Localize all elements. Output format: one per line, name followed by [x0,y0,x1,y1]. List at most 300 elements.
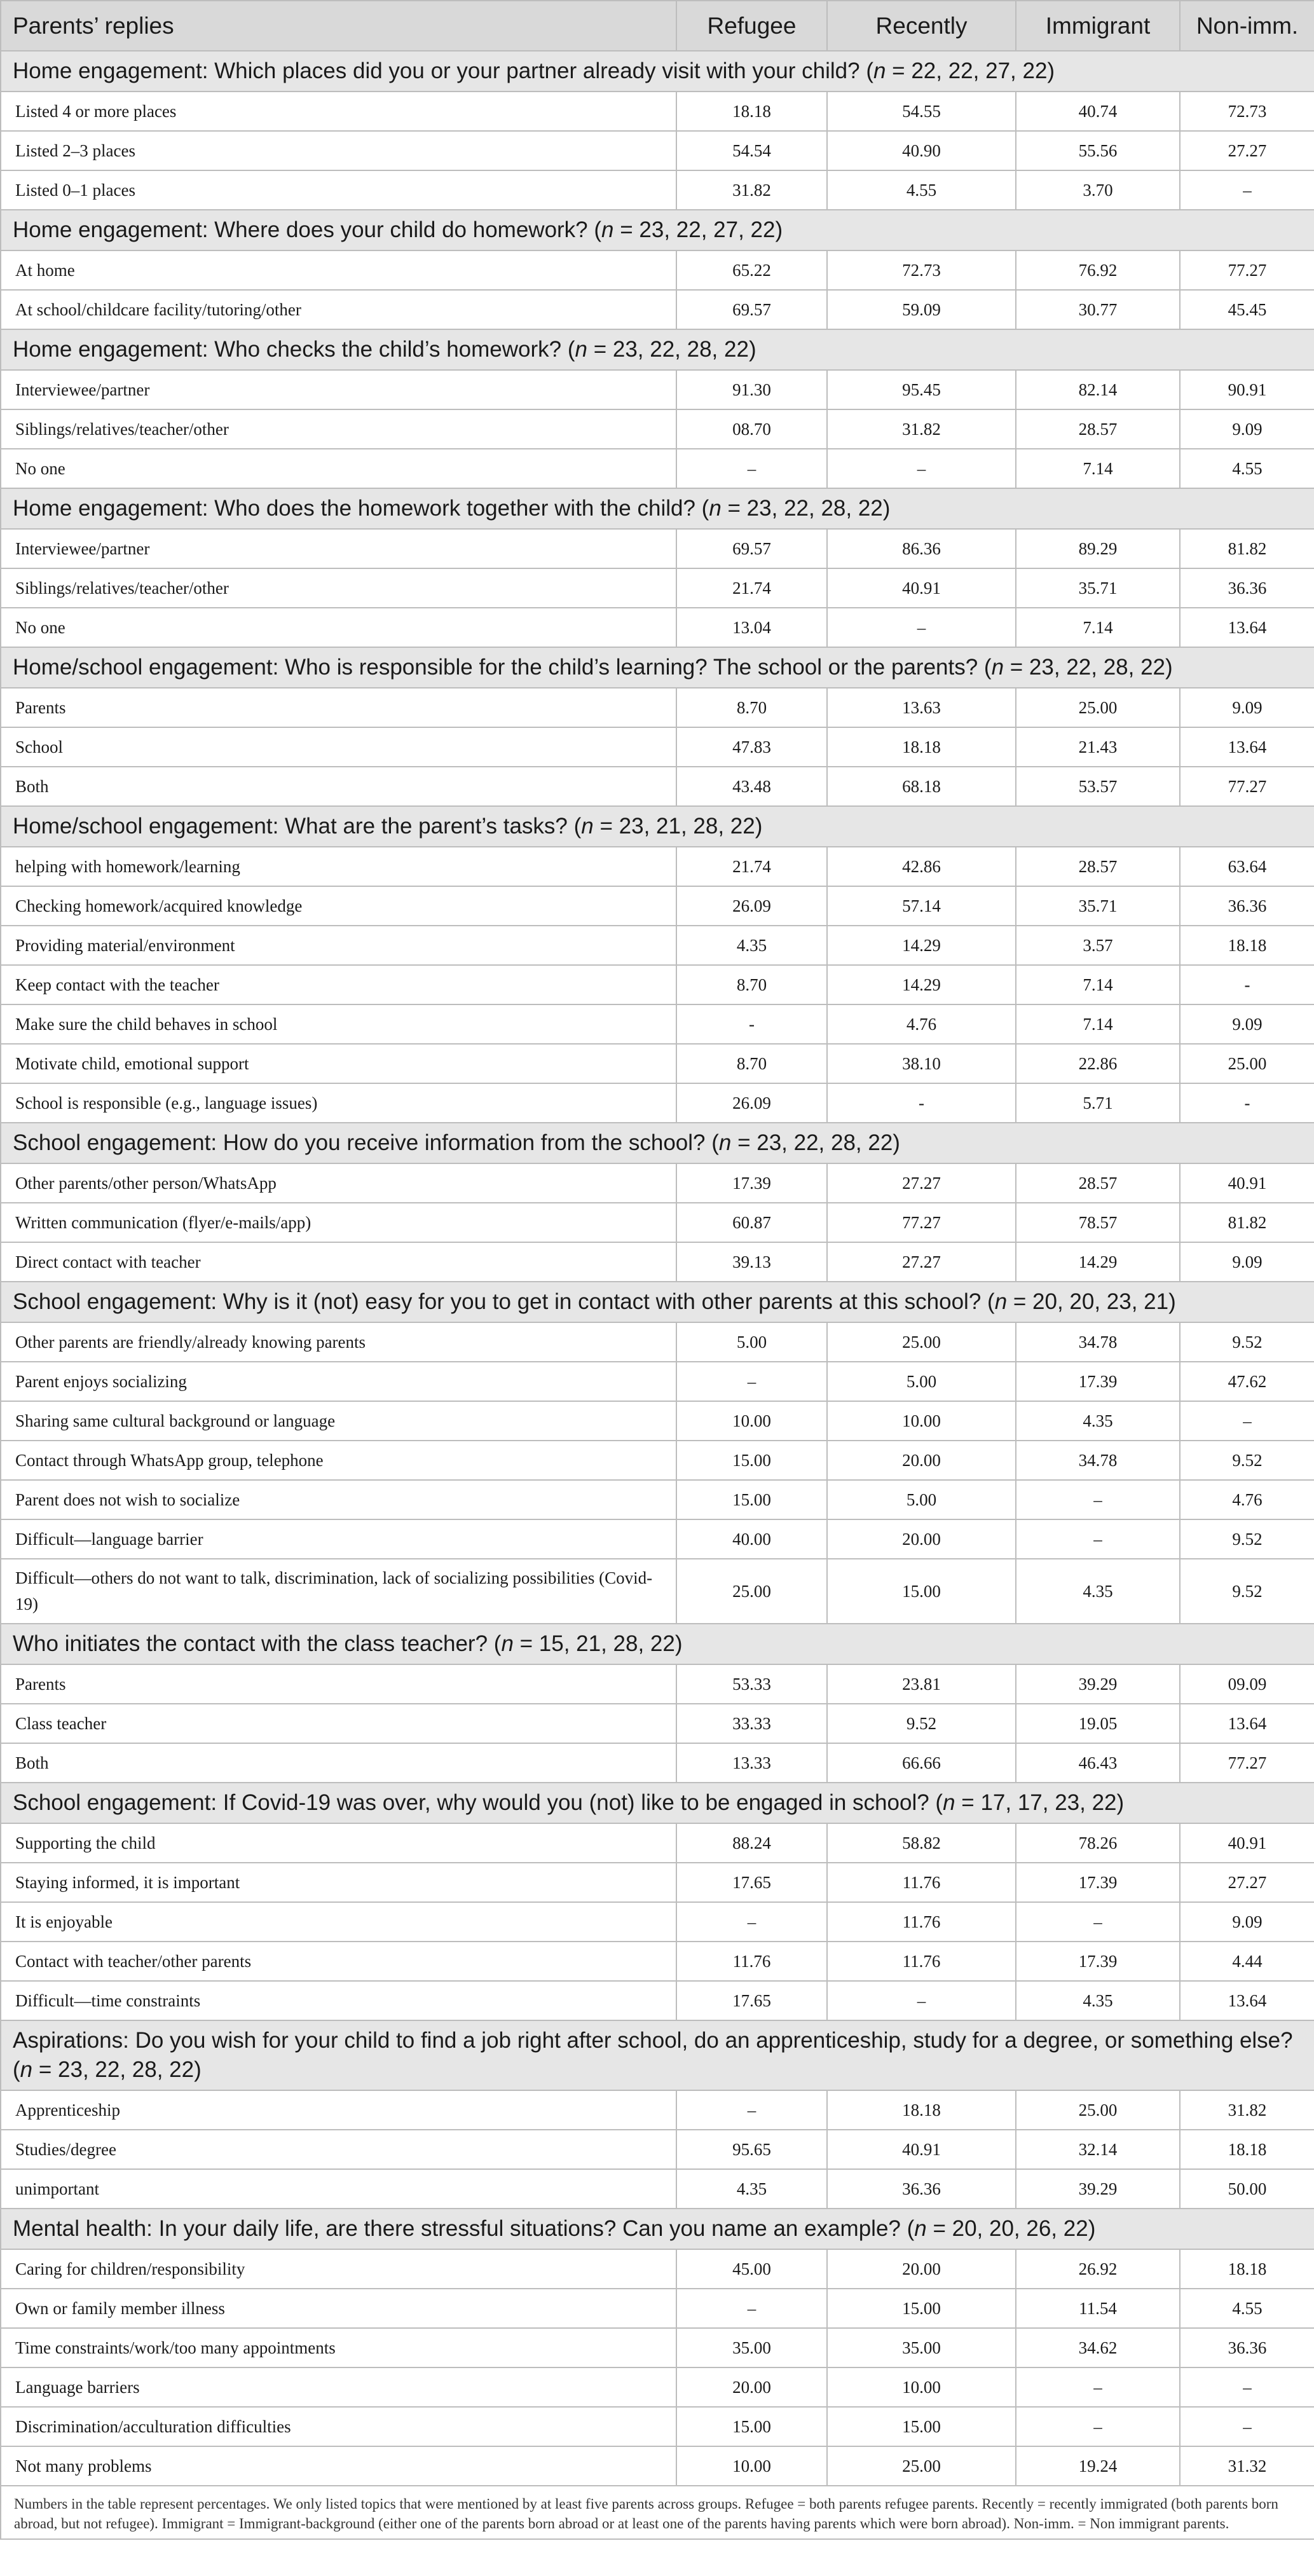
row-label: Studies/degree [1,2130,676,2169]
cell-non-immigrant: 9.52 [1180,1322,1314,1362]
table-row [1,1981,1314,2020]
cell-refugee: 60.87 [676,1203,827,1242]
table-row [1,370,1314,409]
cell-recently: 13.63 [827,688,1016,727]
sample-size-values: = 15, 21, 28, 22) [513,1631,683,1656]
row-label: Listed 4 or more places [1,92,676,131]
cell-recently: 31.82 [827,409,1016,449]
cell-recently: 25.00 [827,2446,1016,2486]
sample-size-letter: n [943,1790,955,1815]
cell-immigrant: 5.71 [1016,1083,1180,1123]
row-label: Supporting the child [1,1823,676,1863]
cell-refugee: - [676,1004,827,1044]
cell-refugee: 4.35 [676,926,827,965]
cell-recently: 20.00 [827,1519,1016,1559]
cell-recently: 15.00 [827,1559,1016,1624]
cell-non-immigrant: 81.82 [1180,1203,1314,1242]
row-label: Contact through WhatsApp group, telephone [1,1441,676,1480]
cell-refugee: 21.74 [676,568,827,608]
question-text: School engagement: How do you receive information from the school? ( [13,1130,719,1155]
cell-immigrant: – [1016,1902,1180,1942]
cell-immigrant: – [1016,2407,1180,2446]
cell-recently: 4.76 [827,1004,1016,1044]
table-row [1,727,1314,767]
row-label: Contact with teacher/other parents [1,1942,676,1981]
cell-immigrant: 25.00 [1016,2090,1180,2130]
cell-refugee: 31.82 [676,170,827,210]
cell-refugee: 88.24 [676,1823,827,1863]
cell-non-immigrant: – [1180,170,1314,210]
table-row [1,608,1314,647]
sample-size-letter: n [581,814,594,839]
cell-immigrant: 4.35 [1016,1559,1180,1624]
cell-recently: 23.81 [827,1664,1016,1704]
cell-non-immigrant: 47.62 [1180,1362,1314,1401]
cell-refugee: 45.00 [676,2249,827,2289]
section-header-row [1,2209,1314,2249]
cell-recently: 18.18 [827,2090,1016,2130]
table-row [1,1743,1314,1783]
cell-immigrant: 26.92 [1016,2249,1180,2289]
table-row [1,1480,1314,1519]
cell-recently: 18.18 [827,727,1016,767]
section-header-row [1,488,1314,529]
cell-non-immigrant: 18.18 [1180,2249,1314,2289]
table-row [1,2446,1314,2486]
sample-size-letter: n [873,58,886,83]
cell-non-immigrant: 31.82 [1180,2090,1314,2130]
row-label: Both [1,1743,676,1783]
cell-recently: 4.55 [827,170,1016,210]
table-row [1,1704,1314,1743]
cell-recently: – [827,1981,1016,2020]
sample-size-values: = 20, 20, 26, 22) [926,2216,1096,2241]
table-row [1,1163,1314,1203]
cell-refugee: 53.33 [676,1664,827,1704]
cell-immigrant: 7.14 [1016,608,1180,647]
table-row [1,1362,1314,1401]
cell-non-immigrant: 9.52 [1180,1559,1314,1624]
cell-non-immigrant: 77.27 [1180,767,1314,806]
row-label: It is enjoyable [1,1902,676,1942]
section-header-row [1,1783,1314,1823]
sample-size-values: = 23, 22, 28, 22) [32,2057,202,2082]
cell-non-immigrant: – [1180,2367,1314,2407]
cell-recently: 20.00 [827,1441,1016,1480]
cell-recently: 95.45 [827,370,1016,409]
table-row [1,409,1314,449]
cell-immigrant: 78.26 [1016,1823,1180,1863]
cell-non-immigrant: 4.55 [1180,449,1314,488]
table-row [1,1401,1314,1441]
question-text: Home/school engagement: What are the parent’s tasks? ( [13,814,582,839]
cell-non-immigrant: 36.36 [1180,568,1314,608]
cell-recently: 40.91 [827,2130,1016,2169]
section-question [1,1783,1314,1823]
section-header-row [1,1624,1314,1664]
row-label: Listed 2–3 places [1,131,676,170]
cell-immigrant: 40.74 [1016,92,1180,131]
cell-non-immigrant: 77.27 [1180,1743,1314,1783]
cell-refugee: 15.00 [676,2407,827,2446]
cell-refugee: 08.70 [676,409,827,449]
cell-immigrant: 3.70 [1016,170,1180,210]
cell-refugee: 5.00 [676,1322,827,1362]
cell-non-immigrant: 72.73 [1180,92,1314,131]
cell-refugee: 40.00 [676,1519,827,1559]
table-row [1,2407,1314,2446]
row-label: No one [1,449,676,488]
cell-immigrant: 17.39 [1016,1942,1180,1981]
cell-non-immigrant: - [1180,1083,1314,1123]
cell-recently: 11.76 [827,1863,1016,1902]
question-text: School engagement: Why is it (not) easy for you to get in contact with other parents at this school? ( [13,1289,995,1314]
cell-immigrant: 82.14 [1016,370,1180,409]
header-parents-replies: Parents’ replies [1,1,676,51]
cell-immigrant: 53.57 [1016,767,1180,806]
cell-immigrant: 39.29 [1016,1664,1180,1704]
cell-non-immigrant: 27.27 [1180,1863,1314,1902]
cell-recently: 77.27 [827,1203,1016,1242]
cell-non-immigrant: 45.45 [1180,290,1314,329]
cell-immigrant: 4.35 [1016,1981,1180,2020]
footnote-row [1,2486,1314,2539]
table-row [1,1519,1314,1559]
table-body [1,51,1314,2486]
sample-size-letter: n [709,496,722,521]
cell-recently: 54.55 [827,92,1016,131]
cell-immigrant: 28.57 [1016,1163,1180,1203]
row-label: Checking homework/acquired knowledge [1,886,676,926]
cell-immigrant: 32.14 [1016,2130,1180,2169]
cell-refugee: – [676,1362,827,1401]
cell-non-immigrant: 9.52 [1180,1441,1314,1480]
sample-size-values: = 23, 22, 28, 22) [1004,655,1173,680]
cell-refugee: 20.00 [676,2367,827,2407]
cell-refugee: 69.57 [676,290,827,329]
cell-non-immigrant: – [1180,2407,1314,2446]
cell-refugee: 33.33 [676,1704,827,1743]
cell-immigrant: 14.29 [1016,1242,1180,1282]
cell-immigrant: 39.29 [1016,2169,1180,2209]
cell-recently: 57.14 [827,886,1016,926]
table-row [1,1004,1314,1044]
cell-recently: 38.10 [827,1044,1016,1083]
cell-non-immigrant: 13.64 [1180,608,1314,647]
section-question [1,210,1314,250]
cell-immigrant: 17.39 [1016,1863,1180,1902]
sample-size-values: = 20, 20, 23, 21) [1007,1289,1176,1314]
cell-non-immigrant: 50.00 [1180,2169,1314,2209]
cell-immigrant: 34.78 [1016,1441,1180,1480]
header-refugee: Refugee [676,1,827,51]
cell-non-immigrant: 40.91 [1180,1823,1314,1863]
row-label: Own or family member illness [1,2289,676,2328]
cell-non-immigrant: 27.27 [1180,131,1314,170]
row-label: School [1,727,676,767]
cell-recently: 15.00 [827,2407,1016,2446]
cell-non-immigrant: 9.09 [1180,1242,1314,1282]
cell-refugee: 26.09 [676,1083,827,1123]
table-row [1,1322,1314,1362]
cell-immigrant: – [1016,2367,1180,2407]
table-footer [1,2486,1314,2539]
cell-recently: 86.36 [827,529,1016,568]
cell-recently: 20.00 [827,2249,1016,2289]
cell-non-immigrant: 9.09 [1180,688,1314,727]
section-header-row [1,329,1314,370]
cell-refugee: 95.65 [676,2130,827,2169]
cell-immigrant: 3.57 [1016,926,1180,965]
table-row [1,250,1314,290]
section-question [1,1123,1314,1163]
cell-refugee: 17.65 [676,1981,827,2020]
table-row [1,449,1314,488]
section-question [1,329,1314,370]
cell-non-immigrant: 63.64 [1180,847,1314,886]
cell-immigrant: 21.43 [1016,727,1180,767]
cell-recently: 25.00 [827,1322,1016,1362]
header-immigrant: Immigrant [1016,1,1180,51]
row-label: Caring for children/responsibility [1,2249,676,2289]
cell-refugee: 13.33 [676,1743,827,1783]
cell-non-immigrant: 40.91 [1180,1163,1314,1203]
row-label: Listed 0–1 places [1,170,676,210]
cell-recently: 15.00 [827,2289,1016,2328]
cell-non-immigrant: 81.82 [1180,529,1314,568]
table-row [1,1203,1314,1242]
sample-size-letter: n [991,655,1004,680]
cell-immigrant: 7.14 [1016,965,1180,1004]
cell-immigrant: 28.57 [1016,847,1180,886]
cell-refugee: 13.04 [676,608,827,647]
row-label: Interviewee/partner [1,529,676,568]
cell-non-immigrant: 9.52 [1180,1519,1314,1559]
cell-immigrant: 55.56 [1016,131,1180,170]
cell-non-immigrant: 31.32 [1180,2446,1314,2486]
sample-size-letter: n [20,2057,33,2082]
row-label: Siblings/relatives/teacher/other [1,409,676,449]
cell-non-immigrant: 9.09 [1180,1004,1314,1044]
row-label: Class teacher [1,1704,676,1743]
sample-size-values: = 22, 22, 27, 22) [886,58,1055,83]
table-row [1,92,1314,131]
cell-immigrant: 11.54 [1016,2289,1180,2328]
cell-refugee: 8.70 [676,688,827,727]
cell-refugee: 4.35 [676,2169,827,2209]
sample-size-letter: n [501,1631,514,1656]
question-text: Mental health: In your daily life, are there stressful situations? Can you name an example? ( [13,2216,915,2241]
cell-immigrant: 4.35 [1016,1401,1180,1441]
row-label: Siblings/relatives/teacher/other [1,568,676,608]
sample-size-letter: n [601,217,614,242]
cell-refugee: 10.00 [676,1401,827,1441]
cell-recently: 68.18 [827,767,1016,806]
cell-recently: 66.66 [827,1743,1016,1783]
sample-size-letter: n [994,1289,1008,1314]
cell-refugee: 18.18 [676,92,827,131]
sample-size-letter: n [718,1130,732,1155]
cell-non-immigrant: 13.64 [1180,727,1314,767]
cell-immigrant: 35.71 [1016,886,1180,926]
cell-refugee: 8.70 [676,965,827,1004]
header-non-immigrant: Non-imm. [1180,1,1314,51]
row-label: Written communication (flyer/e-mails/app) [1,1203,676,1242]
table-row [1,2130,1314,2169]
cell-immigrant: – [1016,1480,1180,1519]
section-header-row [1,1282,1314,1322]
table-row [1,1083,1314,1123]
cell-refugee: 26.09 [676,886,827,926]
cell-non-immigrant: 25.00 [1180,1044,1314,1083]
table-footnote: Numbers in the table represent percentages. We only listed topics that were mentioned by at least five parents across groups. Refugee = both parents refugee parents. Recently = recently immigrated (both parents born abroad, but not refugee). Immigrant = Immigrant-background (either one of the parents born abroad or at least one of the parents having parents which were born abroad). Non-imm. = Non immigrant parents. [1,2486,1314,2539]
table-row [1,1044,1314,1083]
table-row [1,2367,1314,2407]
cell-non-immigrant: 9.09 [1180,409,1314,449]
table-row [1,847,1314,886]
cell-refugee: 69.57 [676,529,827,568]
row-label: unimportant [1,2169,676,2209]
table-row [1,2289,1314,2328]
row-label: Staying informed, it is important [1,1863,676,1902]
cell-recently: 14.29 [827,926,1016,965]
row-label: Providing material/environment [1,926,676,965]
cell-non-immigrant: 4.55 [1180,2289,1314,2328]
table-row [1,1902,1314,1942]
row-label: Direct contact with teacher [1,1242,676,1282]
sample-size-letter: n [914,2216,927,2241]
row-label: Difficult—others do not want to talk, discrimination, lack of socializing possibilities (Covid-19) [1,1559,676,1624]
table-row [1,2169,1314,2209]
cell-immigrant: 30.77 [1016,290,1180,329]
table-row [1,926,1314,965]
cell-refugee: 21.74 [676,847,827,886]
table-row [1,290,1314,329]
table-row [1,1242,1314,1282]
row-label: Keep contact with the teacher [1,965,676,1004]
row-label: Other parents/other person/WhatsApp [1,1163,676,1203]
cell-refugee: 91.30 [676,370,827,409]
cell-immigrant: 46.43 [1016,1743,1180,1783]
cell-recently: 27.27 [827,1242,1016,1282]
cell-refugee: 10.00 [676,2446,827,2486]
table-row [1,131,1314,170]
cell-immigrant: – [1016,1519,1180,1559]
table-row [1,1559,1314,1624]
table-row [1,568,1314,608]
cell-refugee: – [676,1902,827,1942]
cell-recently: – [827,449,1016,488]
cell-non-immigrant: 90.91 [1180,370,1314,409]
cell-immigrant: 19.24 [1016,2446,1180,2486]
cell-immigrant: 7.14 [1016,449,1180,488]
cell-recently: 9.52 [827,1704,1016,1743]
cell-refugee: 17.39 [676,1163,827,1203]
cell-recently: 35.00 [827,2328,1016,2367]
table-row [1,1863,1314,1902]
row-label: Make sure the child behaves in school [1,1004,676,1044]
section-question [1,488,1314,529]
cell-refugee: 15.00 [676,1441,827,1480]
cell-recently: 10.00 [827,1401,1016,1441]
table-row [1,886,1314,926]
cell-non-immigrant: 09.09 [1180,1664,1314,1704]
row-label: At home [1,250,676,290]
cell-refugee: 11.76 [676,1942,827,1981]
cell-recently: 11.76 [827,1902,1016,1942]
cell-recently: - [827,1083,1016,1123]
cell-refugee: 43.48 [676,767,827,806]
table-row [1,2249,1314,2289]
cell-recently: 40.91 [827,568,1016,608]
cell-immigrant: 19.05 [1016,1704,1180,1743]
cell-recently: 14.29 [827,965,1016,1004]
question-text: Home engagement: Which places did you or your partner already visit with your child? ( [13,58,873,83]
cell-immigrant: 34.62 [1016,2328,1180,2367]
cell-non-immigrant: 13.64 [1180,1981,1314,2020]
row-label: Not many problems [1,2446,676,2486]
sample-size-values: = 23, 22, 28, 22) [721,496,891,521]
cell-recently: 58.82 [827,1823,1016,1863]
cell-non-immigrant: 4.76 [1180,1480,1314,1519]
question-text: School engagement: If Covid-19 was over, why would you (not) like to be engaged in school? ( [13,1790,943,1815]
header-row [1,1,1314,51]
cell-recently: 27.27 [827,1163,1016,1203]
cell-non-immigrant: 13.64 [1180,1704,1314,1743]
cell-refugee: – [676,449,827,488]
section-question [1,806,1314,847]
row-label: Discrimination/acculturation difficulties [1,2407,676,2446]
row-label: helping with homework/learning [1,847,676,886]
cell-refugee: 39.13 [676,1242,827,1282]
cell-refugee: – [676,2090,827,2130]
sample-size-values: = 23, 22, 27, 22) [613,217,783,242]
row-label: Apprenticeship [1,2090,676,2130]
cell-non-immigrant: 18.18 [1180,926,1314,965]
cell-non-immigrant: 36.36 [1180,886,1314,926]
table-row [1,529,1314,568]
section-header-row [1,210,1314,250]
section-question [1,2020,1314,2090]
row-label: Other parents are friendly/already knowing parents [1,1322,676,1362]
cell-non-immigrant: 4.44 [1180,1942,1314,1981]
question-text: Who initiates the contact with the class teacher? ( [13,1631,502,1656]
cell-immigrant: 7.14 [1016,1004,1180,1044]
row-label: At school/childcare facility/tutoring/other [1,290,676,329]
cell-recently: 72.73 [827,250,1016,290]
cell-refugee: 54.54 [676,131,827,170]
sample-size-values: = 17, 17, 23, 22) [955,1790,1125,1815]
section-header-row [1,2020,1314,2090]
cell-non-immigrant: 77.27 [1180,250,1314,290]
cell-refugee: 65.22 [676,250,827,290]
section-question [1,647,1314,688]
cell-non-immigrant: - [1180,965,1314,1004]
row-label: Parents [1,1664,676,1704]
row-label: Language barriers [1,2367,676,2407]
question-text: Home engagement: Where does your child do homework? ( [13,217,602,242]
table-row [1,965,1314,1004]
cell-non-immigrant: 9.09 [1180,1902,1314,1942]
cell-refugee: 47.83 [676,727,827,767]
cell-refugee: 25.00 [676,1559,827,1624]
cell-immigrant: 22.86 [1016,1044,1180,1083]
cell-immigrant: 28.57 [1016,409,1180,449]
section-question [1,1282,1314,1322]
sample-size-values: = 23, 22, 28, 22) [731,1130,900,1155]
cell-immigrant: 34.78 [1016,1322,1180,1362]
cell-recently: 59.09 [827,290,1016,329]
